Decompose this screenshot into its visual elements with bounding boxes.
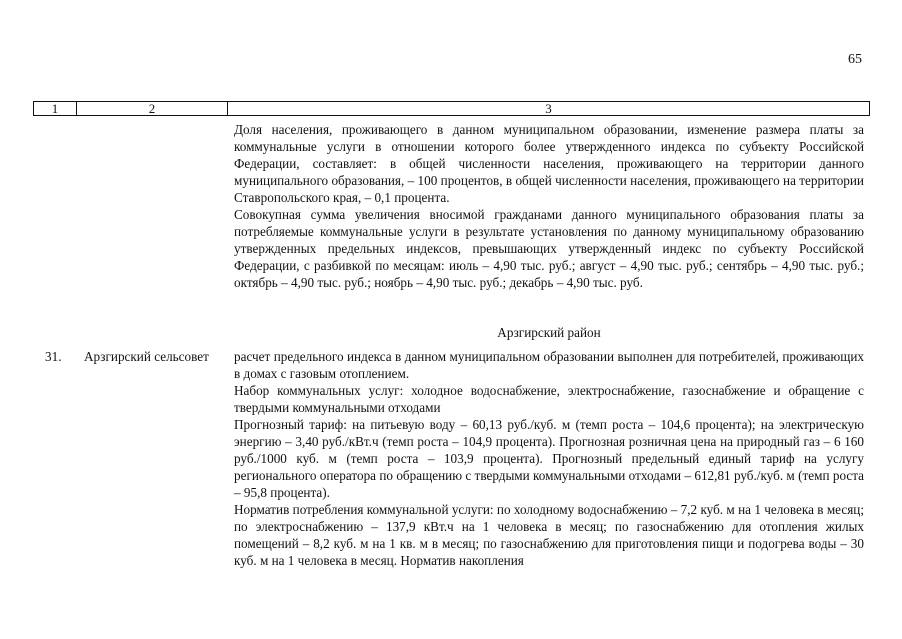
table-header-row xyxy=(33,101,870,116)
forecast-tariff-paragraph: Прогнозный тариф: на питьевую воду – 60,13 руб./куб. м (темп роста – 104,6 процента); на электрическую энергию – 3,40 руб./кВт.ч (темп роста – 104,9 процента). Прогнозная розничная цена на природный газ – 6 160 руб./1000 куб. м (темп роста – 103,9 процента). Прогнозный предельный единый тариф на услугу регионального оператора по обращению с твердыми коммунальными отходами – 612,81 руб./куб. м (темп роста – 95,8 процента). xyxy=(234,417,864,500)
calculation-basis-paragraph: расчет предельного индекса в данном муниципальном образовании выполнен для потребителей, проживающих в домах с газовым отоплением. xyxy=(234,349,864,381)
page-number: 65 xyxy=(848,52,862,67)
population-share-paragraph: Доля населения, проживающего в данном муниципальном образовании, изменение размера платы за коммунальные услуги в отношении которого более утвержденного индекса по субъекту Российской Федерации, составляет: в общей численности населения, проживающего на территории данного муниципального образования, – 100 процентов, в общей численности населения, проживающего на территории Ставропольского края, – 0,1 процента. xyxy=(234,122,864,205)
district-heading: Арзгирский район xyxy=(497,325,601,340)
column-header-3: 3 xyxy=(545,101,552,116)
row-number: 31. xyxy=(45,349,62,364)
column-header-2: 2 xyxy=(77,102,228,115)
row-31-details xyxy=(234,348,864,569)
utility-set-paragraph: Набор коммунальных услуг: холодное водоснабжение, электроснабжение, газоснабжение и обращение с твердыми коммунальными отходами xyxy=(234,383,864,415)
consumption-norm-paragraph: Норматив потребления коммунальной услуги: по холодному водоснабжению – 7,2 куб. м на 1 человека в месяц; по электроснабжению – 137,9 кВт.ч на 1 человека в месяц; по газоснабжению для отопления жилых помещений – 8,2 куб. м на 1 кв. м в месяц; по газоснабжению для приготовления пищи и подогрева воды – 30 куб. м на 1 человека в месяц. Норматив накопления xyxy=(234,502,864,568)
column-header-1: 1 xyxy=(34,102,77,115)
section-previous-municipality xyxy=(234,121,864,291)
municipality-name: Арзгирский сельсовет xyxy=(84,349,209,364)
monthly-increase-paragraph: Совокупная сумма увеличения вносимой гражданами данного муниципального образования платы за потребляемые коммунальные услуги в результате установления по данному муниципальному образованию утвержденных предельных индексов, превышающих утвержденный индекс по субъекту Российской Федерации, с разбивкой по месяцам: июль – 4,90 тыс. руб.; август – 4,90 тыс. руб.; сентябрь – 4,90 тыс. руб.; октябрь – 4,90 тыс. руб.; ноябрь – 4,90 тыс. руб.; декабрь – 4,90 тыс. руб. xyxy=(234,207,864,290)
